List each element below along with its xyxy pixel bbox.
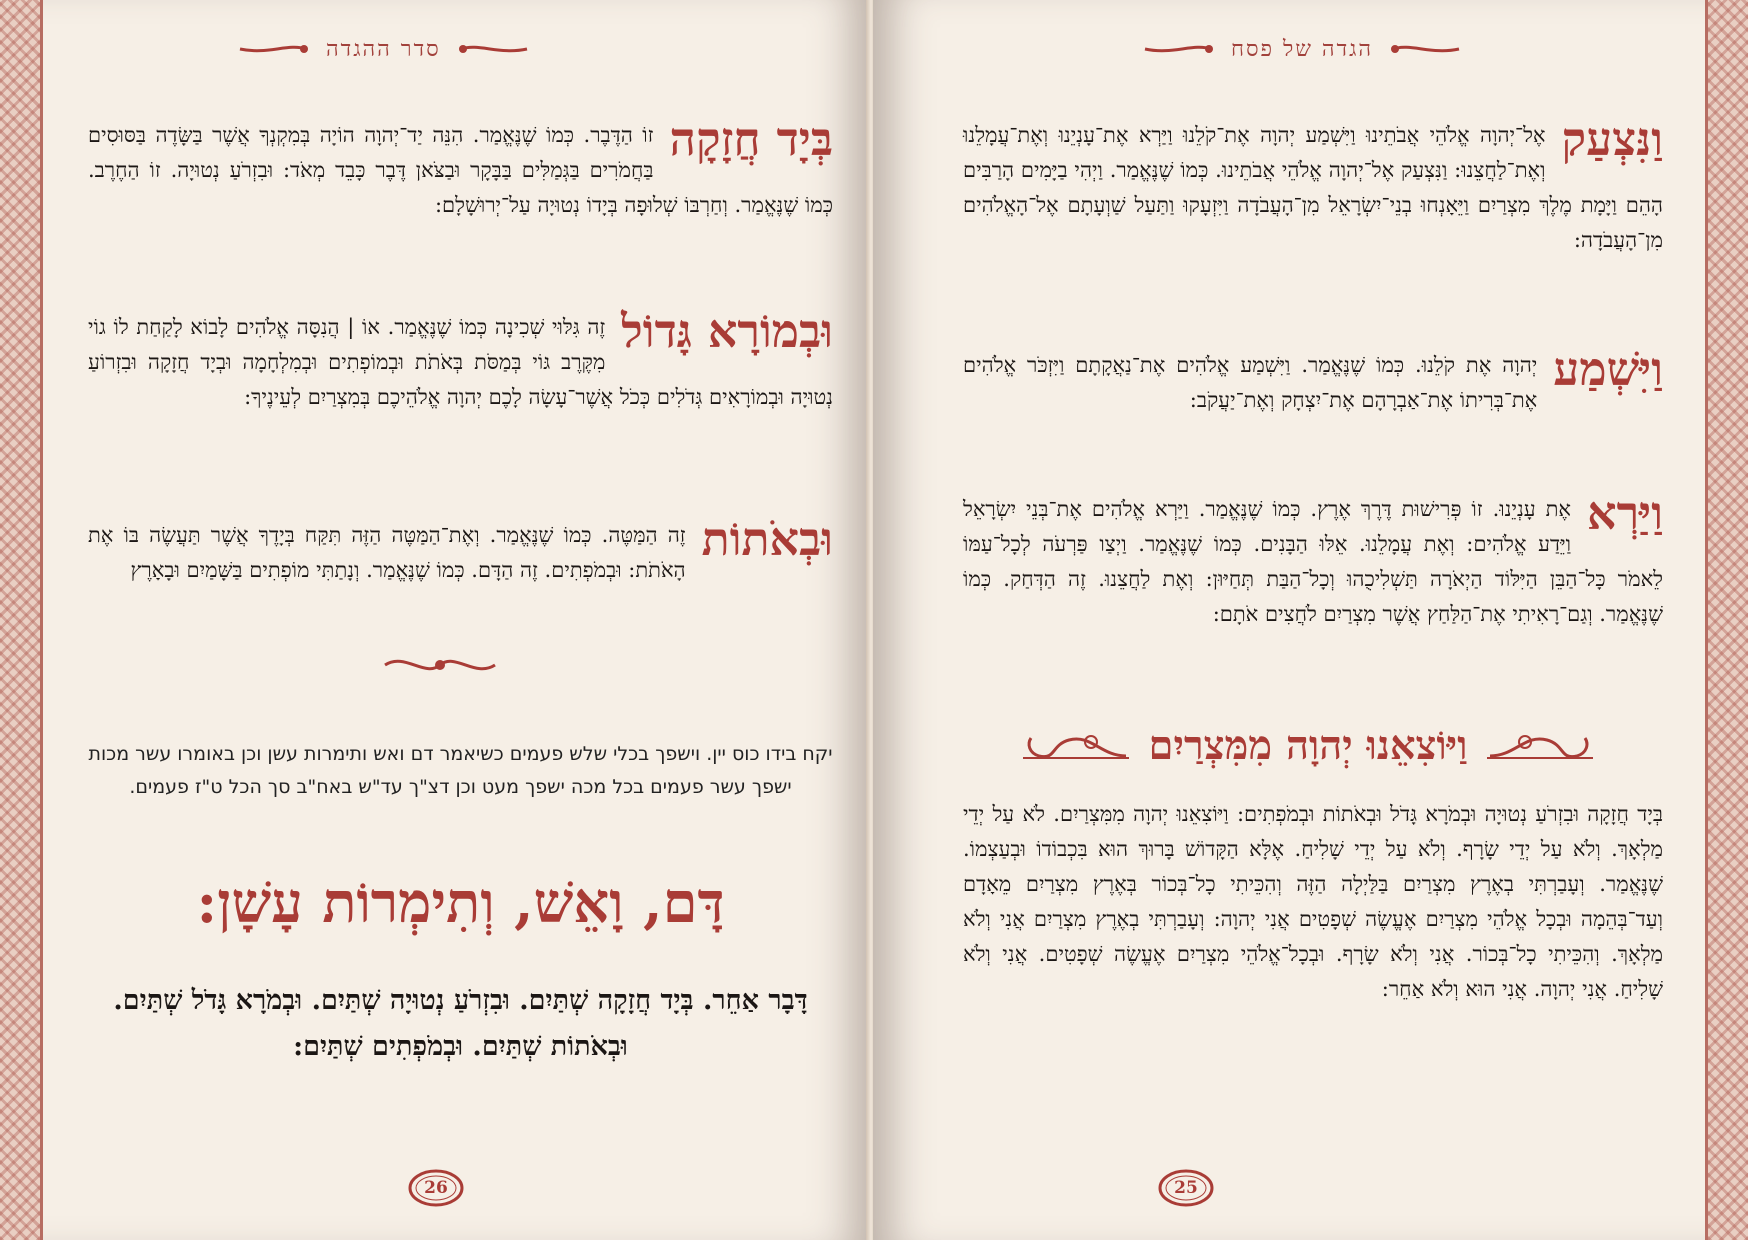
- scroll-ornament-icon: [1485, 726, 1595, 766]
- running-head-title: הגדה של פסח: [1231, 37, 1374, 62]
- section-text: בְּיָד חֲזָקָה וּבִזְרֹעַ נְטוּיָה וּבְמֹרָא גָּדֹל וּבְאֹתוֹת וּבְמֹפְתִים: וַיּוֹצִאֵנוּ יְהוָה מִמִּצְרַיִם. לֹא עַל יְדֵי מַלְאָךְ. וְלֹא עַל יְדֵי שָׂרָף. וְלֹא עַל יְדֵי שָׁלִיחַ. אֶלָּא הַקָּדוֹשׁ בָּרוּךְ הוּא בִּכְבוֹדוֹ וּבְעַצְמוֹ. שֶׁנֶּאֱמַר. וְעָבַרְתִּי בְאֶרֶץ מִצְרַיִם בַּלַּיְלָה הַזֶּה וְהִכֵּיתִי כָל־בְּכוֹר בְּאֶרֶץ מִצְרַיִם מֵאָדָם וְעַד־בְּהֵמָה וּבְכָל אֱלֹהֵי מִצְרַיִם אֶעֱשֶׂה שְׁפָטִים אֲנִי יְהוָה: וְעָבַרְתִּי בְאֶרֶץ מִצְרַיִם אֲנִי וְלֹא מַלְאָךְ. וְהִכֵּיתִי כָל־בְּכוֹר. אֲנִי וְלֹא שָׂרָף. וּבְכָל־אֱלֹהֵי מִצְרַיִם אֶעֱשֶׂה שְׁפָטִים. אֲנִי וְלֹא שָׁלִיחַ. אֲנִי יְהוָה. אֲנִי הוּא וְלֹא אַחֵר:: [963, 802, 1663, 1001]
- page-number-right: [1157, 1168, 1215, 1208]
- swash-ornament-icon: [459, 41, 529, 57]
- flourish-divider-icon: [380, 650, 500, 680]
- section-uvotot: [88, 512, 833, 588]
- section-text: יְהוָה אֶת קֹלֵנוּ. כְּמוֹ שֶׁנֶּאֱמַר. וַיִּשְׁמַע אֱלֹהִים אֶת־נַאֲקָתָם וַיִּזְכֹּר אֱלֹהִים אֶת־בְּרִיתוֹ אֶת־אַבְרָהָם אֶת־יִצְחָק וְאֶת־יַעֲקֹב:: [963, 353, 1538, 412]
- section-text: אֶת עָנְיֵנוּ. זוֹ פְּרִישׁוּת דֶּרֶךְ אֶרֶץ. כְּמוֹ שֶׁנֶּאֱמַר. וַיַּרְא אֱלֹהִים אֶת־בְּנֵי יִשְׂרָאֵל וַיֵּדַע אֱלֹהִים: וְאֶת עֲמָלֵנוּ. אֵלּוּ הַבָּנִים. כְּמוֹ שֶׁנֶּאֱמַר. וַיְצַו פַּרְעֹה לְכָל־עַמּוֹ לֵאמֹר כָּל־הַבֵּן הַיִּלּוֹד הַיְאֹרָה תַּשְׁלִיכֻהוּ וְכָל־הַבַּת תְּחַיּוּן: וְאֶת לַחֲצֵנוּ. זֶה הַדְּחַק. כְּמוֹ שֶׁנֶּאֱמַר. וְגַם־רָאִיתִי אֶת־הַלַּחַץ אֲשֶׁר מִצְרַיִם לֹחֲצִים אֹתָם:: [963, 497, 1663, 626]
- section-keyword: בְּיָד חֲזָקָה: [669, 112, 833, 166]
- section-text: אֶל־יְהוָה אֱלֹהֵי אֲבֹתֵינוּ וַיִּשְׁמַע יְהוָה אֶת־קֹלֵנוּ וַיַּרְא אֶת־עָנְיֵנוּ וְאֶת־עֲמָלֵנוּ וְאֶת־לַחֲצֵנוּ: וַנִּצְעַק אֶל־יְהוָה אֱלֹהֵי אֲבֹתֵינוּ. כְּמוֹ שֶׁנֶּאֱמַר. וַיְהִי בַיָּמִים הָרַבִּים הָהֵם וַיָּמָת מֶלֶךְ מִצְרַיִם וַיֵּאָנְחוּ בְנֵי־יִשְׂרָאֵל מִן־הָעֲבֹדָה וַיִּזְעָקוּ וַתַּעַל שַׁוְעָתָם אֶל־הָאֱלֹהִים מִן־הָעֲבֹדָה:: [963, 123, 1663, 252]
- section-keyword: וּבְאֹתוֹת: [701, 512, 833, 566]
- vayotzienu-body: [963, 797, 1663, 1007]
- section-keyword: וַיַּרְא: [1587, 486, 1663, 540]
- section-vayishma: [963, 342, 1663, 418]
- section-keyword: וַנִּצְעַק: [1561, 112, 1663, 166]
- section-keyword: וּבְמוֹרָא גָּדוֹל: [621, 304, 833, 358]
- swash-ornament-icon: [238, 41, 308, 57]
- section-keyword: וַיִּשְׁמַע: [1553, 342, 1663, 396]
- running-head-left: [238, 36, 529, 62]
- swash-ornament-icon: [1391, 41, 1461, 57]
- section-heading-title: וַיּוֹצִאֵנוּ יְהוָה מִמִּצְרַיִם: [1148, 722, 1468, 769]
- running-head-right: [1143, 36, 1461, 62]
- section-text: זוֹ הַדֶּבֶר. כְּמוֹ שֶׁנֶּאֱמַר. הִנֵּה יַד־יְהוָה הוֹיָה בְּמִקְנְךָ אֲשֶׁר בַּשָּׂדֶה בַּסּוּסִים בַּחֲמֹרִים בַּגְּמַלִּים בַּבָּקָר וּבַצֹּאן דֶּבֶר כָּבֵד מְאֹד: וּבִזְרֹעַ נְטוּיָה. זוֹ הַחֶרֶב. כְּמוֹ שֶׁנֶּאֱמַר. וְחַרְבּוֹ שְׁלוּפָה בְּיָדוֹ נְטוּיָה עַל־יְרוּשָׁלָם:: [88, 123, 833, 217]
- page-number-value: 25: [1174, 1178, 1198, 1198]
- section-uvmora-gadol: [88, 304, 833, 415]
- page-number-left: [407, 1168, 465, 1208]
- section-vanitzak: [963, 112, 1663, 258]
- section-text: זֶה הַמַּטֶּה. כְּמוֹ שֶׁנֶּאֱמַר. וְאֶת־הַמַּטֶּה הַזֶּה תִּקַּח בְּיָדֶךָ אֲשֶׁר תַּעֲשֶׂה בּוֹ אֶת הָאֹתֹת: וּבְמֹפְתִים. זֶה הַדָּם. כְּמוֹ שֶׁנֶּאֱמַר. וְנָתַתִּי מוֹפְתִים בַּשָּׁמַיִם וּבָאָרֶץ: [88, 523, 686, 582]
- decorative-border-left: [0, 0, 43, 1240]
- davar-acher-text: דָּבָר אַחֵר. בְּיָד חֲזָקָה שְׁתַּיִם. וּבִזְרֹעַ נְטוּיָה שְׁתַּיִם. וּבְמֹרָא גָּדֹל שְׁתַּיִם. וּבְאֹתוֹת שְׁתַּיִם. וּבְמֹפְתִים שְׁתַּיִם:: [113, 985, 808, 1062]
- left-page: [43, 0, 870, 1240]
- section-beyad-chazakah: [88, 112, 833, 223]
- running-head-title: סדר ההגדה: [326, 37, 441, 62]
- page-number-value: 26: [424, 1178, 448, 1198]
- section-vayar: [963, 486, 1663, 632]
- plagues-heading: דָּם, וָאֵשׁ, וְתִימְרוֹת עָשָׁן:: [196, 870, 725, 936]
- section-text: זֶה גִּלּוּי שְׁכִינָה כְּמוֹ שֶׁנֶּאֱמַר. אוֹ | הֲנִסָּה אֱלֹהִים לָבוֹא לָקַחַת לוֹ גוֹי מִקֶּרֶב גּוֹי בְּמַסֹּת בְּאֹתֹת וּבְמוֹפְתִים וּבְמִלְחָמָה וּבְיָד חֲזָקָה וּבִזְרוֹעַ נְטוּיָה וּבְמוֹרָאִים גְּדֹלִים כְּכֹל אֲשֶׁר־עָשָׂה לָכֶם יְהוָה אֱלֹהֵיכֶם בְּמִצְרַיִם לְעֵינֶיךָ:: [88, 315, 833, 409]
- instruction-text: יקח בידו כוס יין. וישפך בכלי שלש פעמים כשיאמר דם ואש ותימרות עשן וכן באומרו עשר מכות ישפך עשר פעמים בכל מכה ישפך מעט וכן דצ"ך עד"ש באח"ב סך הכל ט"ז פעמים.: [88, 743, 833, 798]
- vayotzienu-heading: [953, 722, 1663, 769]
- scroll-ornament-icon: [1021, 726, 1131, 766]
- swash-ornament-icon: [1143, 41, 1213, 57]
- right-page: [873, 0, 1705, 1240]
- decorative-border-right: [1705, 0, 1748, 1240]
